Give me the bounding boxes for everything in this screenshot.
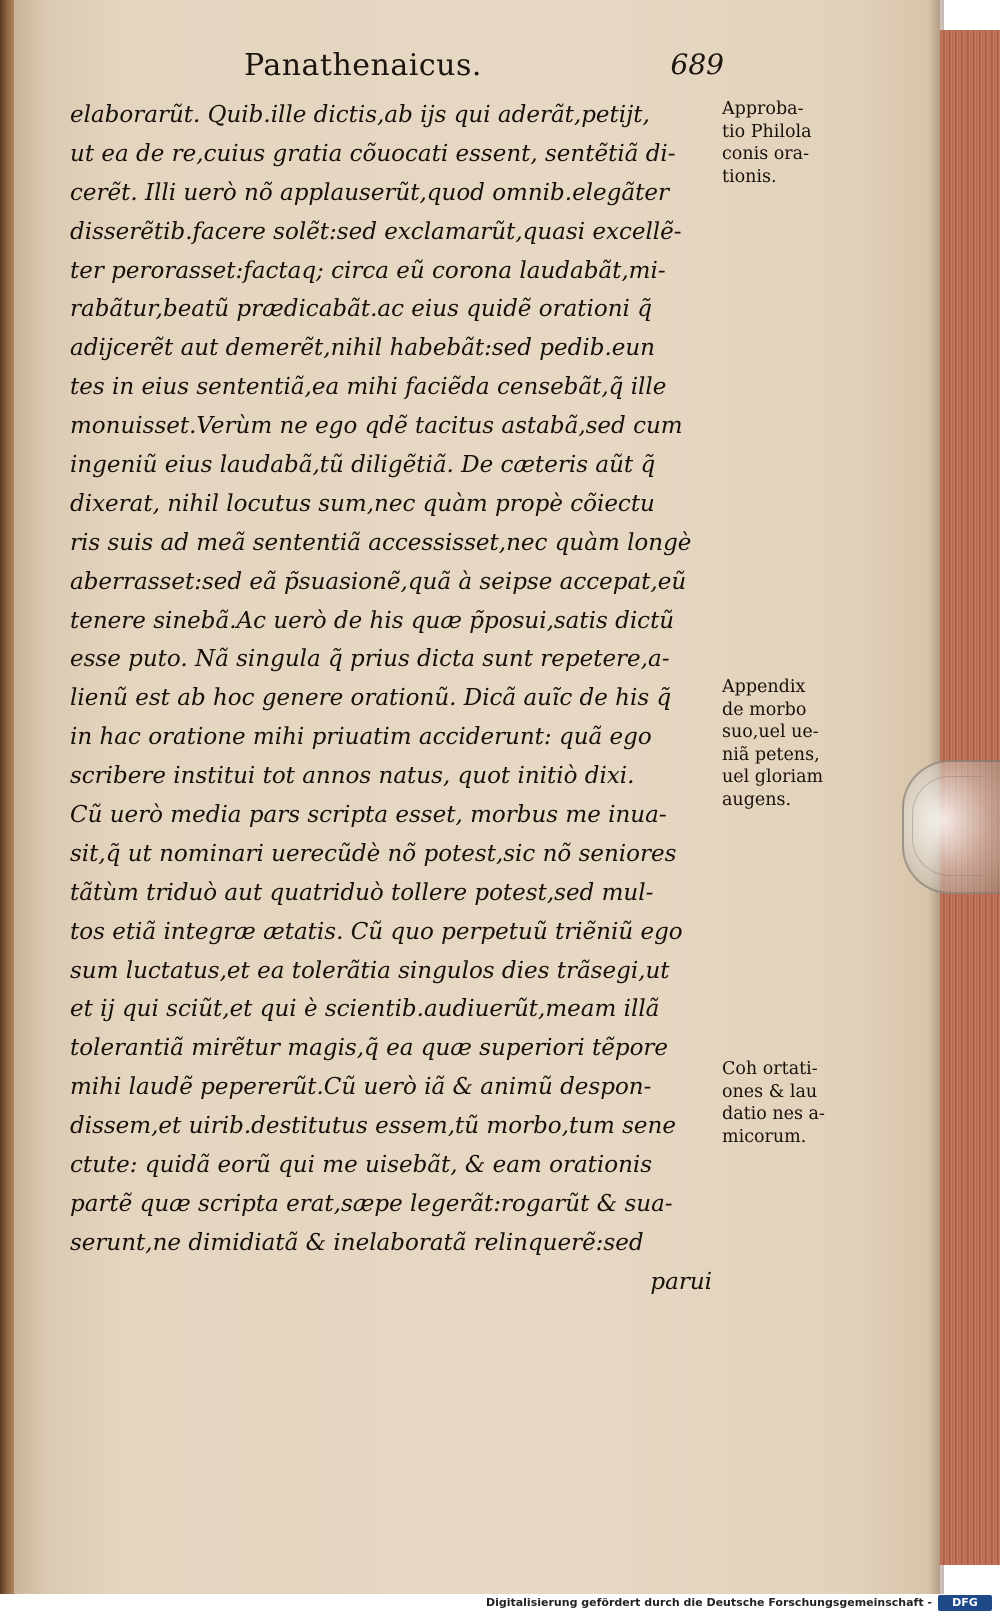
catchword: parui bbox=[650, 1268, 712, 1295]
text-line: ter perorasset:factaq; circa eũ corona laudabãt,mi- bbox=[70, 257, 666, 284]
text-line: adijcerẽt aut demerẽt,nihil habebãt:sed pedib.eun bbox=[70, 335, 655, 362]
marginal-note-line: niã petens, bbox=[722, 744, 820, 765]
text-line: tãtùm triduò aut quatriduò tollere potest,sed mul- bbox=[70, 879, 654, 906]
text-line: ris suis ad meã sententiã accessisset,nec quàm longè bbox=[70, 529, 692, 556]
text-line: lienũ est ab hoc genere orationũ. Dicã auĩc de his q̃ bbox=[70, 685, 672, 712]
marginal-note-line: conis ora- bbox=[722, 144, 809, 164]
marginal-note-line: tio Philola bbox=[722, 121, 812, 142]
text-line: tes in eius sententiã,ea mihi faciẽda censebãt,q̃ ille bbox=[70, 374, 667, 401]
funding-credit: Digitalisierung gefördert durch die Deutsche Forschungsgemeinschaft - bbox=[485, 1596, 932, 1609]
page-number: 689 bbox=[670, 48, 724, 81]
marginal-note-line: suo,uel ue- bbox=[722, 722, 819, 742]
running-title: Panathenaicus. bbox=[244, 48, 482, 83]
digitization-footer bbox=[0, 1594, 1000, 1613]
text-line: tolerantiã mirẽtur magis,q̃ ea quæ superiori tẽpore bbox=[70, 1035, 669, 1062]
text-line: serunt,ne dimidiatã & inelaboratã relinquerẽ:sed bbox=[70, 1229, 644, 1256]
text-line: ctute: quidã eorũ qui me uisebãt, & eam orationis bbox=[70, 1152, 653, 1179]
text-line: mihi laudẽ pepererũt.Cũ uerò iã & animũ despon- bbox=[70, 1074, 652, 1101]
text-line: esse puto. Nã singula q̃ prius dicta sunt repetere,a- bbox=[70, 646, 670, 673]
marginal-note-line: de morbo bbox=[722, 699, 807, 720]
text-line: cerẽt. Illi uerò nõ applauserũt,quod omnib.elegãter bbox=[70, 179, 669, 206]
text-line: partẽ quæ scripta erat,sæpe legerãt:rogarũt & sua- bbox=[70, 1190, 673, 1217]
marginal-note-line: tionis. bbox=[722, 166, 777, 187]
marginal-note-line: datio nes a- bbox=[722, 1104, 825, 1124]
marginal-note-approbation bbox=[722, 98, 862, 188]
text-line: Cũ uerò media pars scripta esset, morbus me inua- bbox=[70, 802, 667, 829]
text-line: sit,q̃ ut nominari uerecũdè nõ potest,sic nõ seniores bbox=[70, 840, 677, 867]
marginal-note-line: Coh ortati- bbox=[722, 1059, 818, 1079]
page-clip-highlight bbox=[912, 776, 983, 876]
main-text-block bbox=[70, 96, 720, 1302]
text-line: scribere institui tot annos natus, quot initiò dixi. bbox=[70, 763, 635, 790]
marginal-note-appendix bbox=[722, 676, 862, 811]
text-line: dissem,et uirib.destitutus essem,tũ morbo,tum sene bbox=[70, 1113, 676, 1140]
text-line: sum luctatus,et ea tolerãtia singulos dies trãsegi,ut bbox=[70, 957, 670, 984]
marginal-note-line: uel gloriam bbox=[722, 767, 824, 787]
text-line: aberrasset:sed eã p̃suasionẽ,quã à seipse accepat,eũ bbox=[70, 568, 687, 595]
marginal-note-line: Approba- bbox=[722, 99, 804, 119]
text-line: et ij qui sciũt,et qui è scientib.audiuerũt,meam illã bbox=[70, 996, 660, 1023]
dfg-logo: DFG bbox=[938, 1595, 992, 1611]
text-line: tos etiã integræ ætatis. Cũ quo perpetuũ triẽniũ ego bbox=[70, 918, 683, 945]
text-line: ut ea de re,cuius gratia cõuocati essent, sentẽtiã di- bbox=[70, 140, 676, 167]
paper-page bbox=[14, 0, 940, 1594]
marginal-note-line: augens. bbox=[722, 789, 792, 810]
text-line: elaborarũt. Quib.ille dictis,ab ijs qui aderãt,petijt, bbox=[70, 102, 650, 128]
text-line: in hac oratione mihi priuatim acciderunt: quã ego bbox=[70, 724, 652, 751]
marginal-note-cohortationes bbox=[722, 1058, 862, 1148]
text-line: monuisset.Verùm ne ego qdẽ tacitus astabã,sed cum bbox=[70, 413, 683, 440]
text-line: rabãtur,beatũ prædicabãt.ac eius quidẽ orationi q̃ bbox=[70, 296, 652, 323]
text-line: dixerat, nihil locutus sum,nec quàm propè cõiectu bbox=[70, 490, 655, 517]
marginal-note-line: micorum. bbox=[722, 1126, 807, 1147]
page-header bbox=[244, 48, 724, 88]
marginal-note-line: Appendix bbox=[722, 677, 806, 697]
marginal-note-line: ones & lau bbox=[722, 1081, 818, 1102]
binding-spine bbox=[0, 0, 14, 1594]
text-line: tenere sinebã.Ac uerò de his quæ p̃posui,satis dictũ bbox=[70, 607, 675, 634]
text-line: ingeniũ eius laudabã,tũ diligẽtiã. De cæteris aũt q̃ bbox=[70, 452, 656, 479]
text-line: disserẽtib.facere solẽt:sed exclamarũt,quasi excellẽ- bbox=[70, 218, 682, 245]
